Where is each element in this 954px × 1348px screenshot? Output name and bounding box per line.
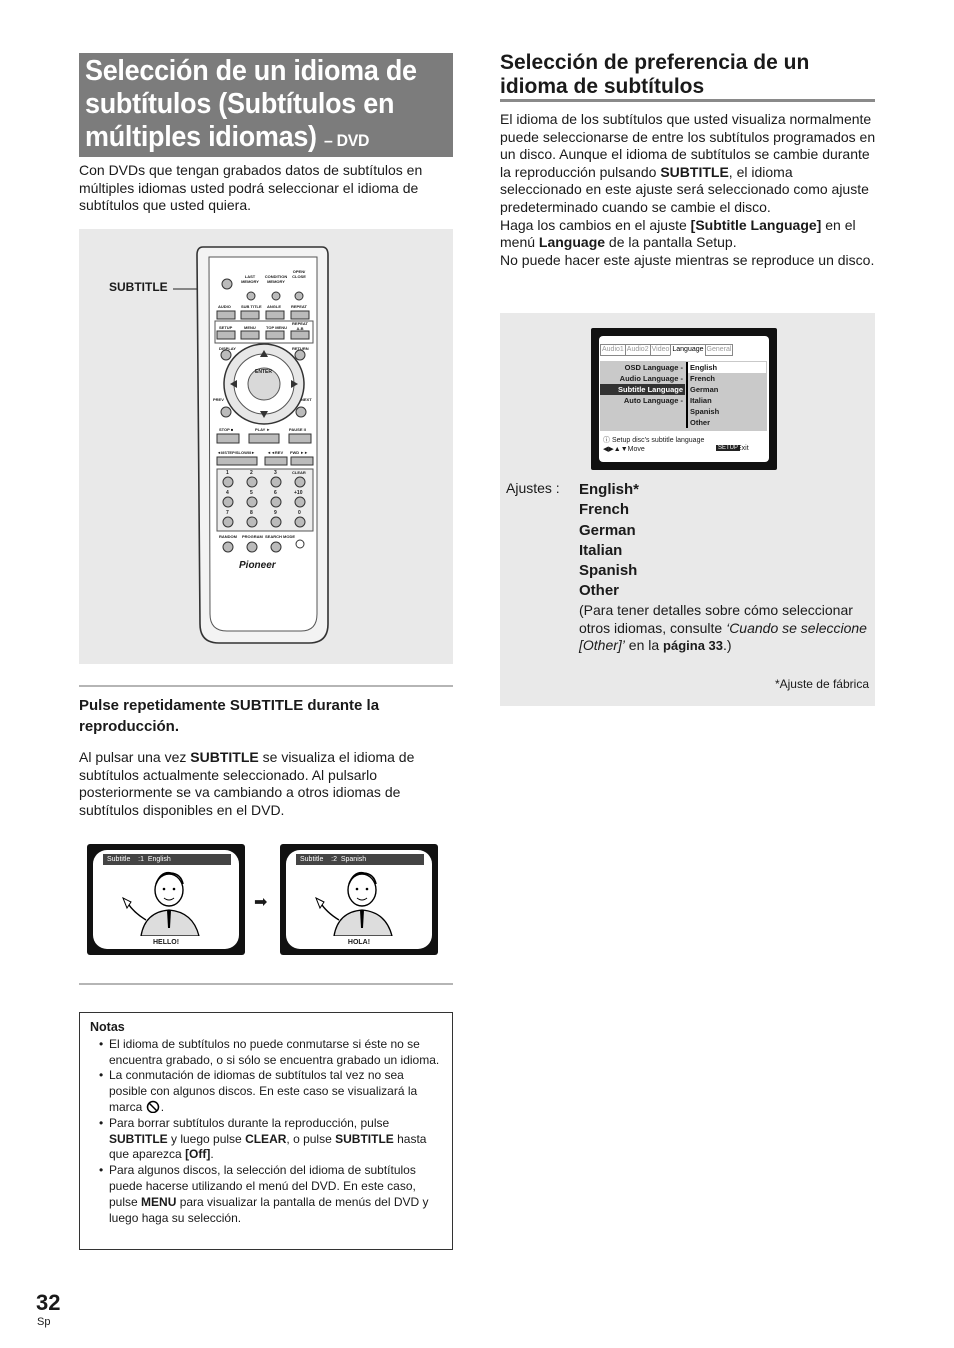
section-title-box (79, 53, 453, 157)
note-2-end: . (160, 1099, 165, 1114)
presenter-figure-icon (121, 868, 211, 936)
option-spanish[interactable]: Spanish (686, 406, 766, 417)
tv-screen-spanish-display (286, 850, 432, 949)
setup-hint-text: Setup disc's subtitle language (611, 437, 705, 444)
tv-caption-hola: HOLA! (347, 939, 371, 946)
tv-screen-english (87, 844, 245, 955)
osd-subtitle-english: Subtitle :1 English (103, 854, 231, 865)
remote-label-repeat: REPEAT (291, 304, 307, 309)
pioneer-logo: Pioneer (239, 560, 276, 571)
remote-key-9: 9 (274, 510, 277, 516)
tv-screen-spanish (280, 844, 438, 955)
setting-spanish: Spanish (579, 562, 638, 580)
move-label: Move (627, 446, 645, 453)
page-number: 32 (36, 1290, 61, 1315)
step-heading: Pulse repetidamente SUBTITLE durante la reproducción. (79, 697, 380, 735)
note-3-subtitle: SUBTITLE (109, 1131, 168, 1146)
setting-german: German (579, 521, 636, 539)
menu-auto-language[interactable]: Auto Language - (623, 396, 683, 405)
right-p1-a: El idioma de los subtítulos que usted visualiza normalmente puede seleccionarse de entre los subtítulos programados en un disco. Aunque el idioma de subtítulos se cambie durante la reproducción pulsando (500, 111, 876, 180)
note-3-a: Para borrar subtítulos durante la reproducción, pulse (109, 1115, 390, 1130)
remote-label-menu: MENU (244, 325, 256, 330)
setting-french: French (579, 501, 630, 519)
tv-caption-hello: HELLO! (152, 939, 180, 946)
remote-key-2: 2 (250, 470, 253, 476)
setting-italian: Italian (579, 541, 623, 559)
menu-subtitle-language[interactable]: Subtitle Language (600, 384, 685, 395)
settings-label: Ajustes : (506, 480, 560, 496)
remote-key-7: 7 (226, 510, 229, 516)
remote-label-top-menu: TOP MENU (266, 325, 287, 330)
right-p2-language: Language (538, 234, 606, 251)
tv-screen-english-display (93, 850, 239, 949)
setup-hint (603, 435, 704, 445)
note-1-text: El idioma de subtítulos no puede conmutarse si éste no se encuentra grabado, o si sólo se encuentra grabado un idioma. (109, 1036, 440, 1067)
remote-key-8: 8 (250, 510, 253, 516)
remote-label-setup: SETUP (219, 325, 233, 330)
settings-list (579, 480, 639, 602)
presenter-figure-icon (314, 868, 404, 936)
intro-paragraph: Con DVDs que tengan grabados datos de subtítulos en múltiples idiomas usted podrá seleccionar el idioma de subtítulos que usted quiera. (79, 162, 423, 214)
info-icon: ⓘ (603, 437, 610, 444)
setup-footer (603, 445, 753, 453)
note-3-clear: CLEAR (245, 1131, 287, 1146)
note-3-subtitle-2: SUBTITLE (335, 1131, 394, 1146)
remote-key-4: 4 (226, 490, 229, 496)
settings-note-page: página 33 (663, 638, 724, 654)
remote-label-display: DISPLAY (219, 346, 236, 351)
remote-label-condition-memory: CONDITION MEMORY (264, 274, 288, 284)
remote-label-stop: STOP ■ (219, 427, 234, 432)
section-title-text: Selección de un idioma de subtítulos (Subtítulos en múltiples idiomas) (85, 55, 417, 153)
remote-label-random: RANDOM (219, 534, 237, 539)
remote-label-step-slow: ◄I/ISTEP/SLOWI/I► (217, 450, 256, 455)
step-text-bold: SUBTITLE (190, 749, 259, 765)
option-other[interactable]: Other (686, 417, 766, 428)
setup-tabs (600, 344, 732, 356)
tab-audio1[interactable]: Audio1 (600, 344, 626, 356)
remote-label-open-close: OPEN/ CLOSE (292, 269, 306, 279)
note-item (99, 1068, 442, 1115)
setup-screen-display (599, 336, 769, 462)
notes-heading: Notas (90, 1020, 125, 1034)
divider-bottom (79, 983, 453, 985)
remote-label-fwd: FWD ►► (290, 450, 309, 455)
remote-label-program: PROGRAM (242, 534, 263, 539)
right-body (500, 111, 876, 269)
right-p1-c: , el idioma seleccionado en este ajuste será seleccionado como ajuste predeterminado cuando se cambie el disco. (500, 163, 869, 215)
remote-key-3: 3 (274, 470, 277, 476)
setup-menu (600, 361, 767, 431)
note-3-off: [Off] (185, 1147, 211, 1162)
section-title-suffix: – DVD (323, 131, 370, 150)
note-item (99, 1163, 442, 1226)
tab-video[interactable]: Video (650, 344, 672, 356)
tab-audio2[interactable]: Audio2 (625, 344, 651, 356)
right-paragraph-3: No puede hacer este ajuste mientras se reproduce un disco. (500, 251, 875, 268)
arrow-right-icon: ➡ (254, 894, 268, 911)
note-3-end: . (210, 1147, 214, 1162)
factory-default-note: *Ajuste de fábrica (774, 677, 869, 691)
notes-box (79, 1012, 453, 1250)
remote-label-next: NEXT (301, 397, 312, 402)
step-paragraph (79, 749, 453, 819)
remote-label-last-memory: LAST MEMORY (241, 274, 259, 284)
option-italian[interactable]: Italian (686, 395, 766, 406)
settings-note (579, 602, 869, 655)
remote-key-1: 1 (226, 470, 229, 476)
remote-label-enter: ENTER (255, 369, 272, 375)
tab-general[interactable]: General (705, 344, 734, 356)
right-paragraph-2 (500, 217, 876, 252)
remote-label-audio: AUDIO (218, 304, 231, 309)
option-german[interactable]: German (686, 384, 766, 395)
remote-label-play: PLAY ► (255, 427, 271, 432)
right-p2-a: Haga los cambios en el ajuste (500, 216, 691, 233)
remote-key-plus10: +10 (294, 490, 303, 496)
note-3-g: hasta que aparezca (109, 1131, 427, 1162)
right-paragraph-1 (500, 111, 876, 217)
note-4-menu: MENU (141, 1194, 177, 1209)
remote-label-prev: PREV (213, 397, 224, 402)
remote-label-pause: PAUSE II (289, 427, 306, 432)
right-p2-setting: [Subtitle Language] (690, 216, 822, 233)
remote-label-repeat-ab: REPEAT A-B (292, 321, 308, 331)
note-4-c: para visualizar la pantalla de menús del DVD y luego haga su selección. (109, 1194, 429, 1225)
option-french[interactable]: French (686, 373, 766, 384)
remote-label-rev: ◄◄REV (267, 450, 284, 455)
setting-english: English* (579, 481, 640, 498)
note-2-text: La conmutación de idiomas de subtítulos tal vez no sea posible con algunos discos. En este caso se visualizará la marca (109, 1068, 418, 1114)
note-item (99, 1037, 442, 1069)
divider-top (79, 685, 453, 687)
menu-osd-language[interactable]: OSD Language - (624, 363, 683, 372)
step-text-a: Al pulsar una vez (79, 749, 191, 765)
remote-label-angle: ANGLE (267, 304, 281, 309)
notes-list (90, 1037, 442, 1227)
option-english[interactable]: English (686, 362, 766, 373)
right-p2-e: de la pantalla Setup. (605, 234, 737, 251)
section-title (85, 55, 457, 157)
subtitle-callout-label: SUBTITLE (109, 280, 168, 294)
settings-note-ref: ‘Cuando se seleccione [Other]’ (579, 619, 867, 654)
remote-illustration-panel (79, 229, 453, 664)
step-text-c: se visualiza el idioma de subtítulos actualmente seleccionado. Al pulsarlo posteriormente se va cambiando a otros idiomas de subtítulos disponibles en el DVD. (79, 749, 415, 818)
menu-audio-language[interactable]: Audio Language - (619, 374, 683, 383)
exit-label: Exit (737, 445, 749, 452)
page-language: Sp (37, 1316, 51, 1328)
setup-screen (591, 328, 777, 470)
right-title-rule (500, 99, 875, 102)
arrow-keys-icon: ◀▶▲▼ (603, 446, 628, 453)
osd-subtitle-spanish: Subtitle :2 Spanish (296, 854, 424, 865)
settings-note-c: en la (624, 637, 664, 654)
no-subtitle-mark-icon (146, 1100, 161, 1113)
settings-note-e: .) (723, 637, 732, 654)
remote-key-5: 5 (250, 490, 253, 496)
settings-note-a: (Para tener detalles sobre cómo seleccionar otros idiomas, consulte (579, 602, 853, 636)
remote-label-subtitle: SUB TITLE (241, 304, 262, 309)
remote-control-drawing (79, 229, 453, 664)
remote-label-search-mode: SEARCH MODE (265, 534, 296, 539)
tab-language[interactable]: Language (670, 344, 705, 356)
setting-other: Other (579, 582, 620, 600)
remote-label-clear: CLEAR (292, 470, 306, 475)
note-item (99, 1116, 442, 1163)
setup-key-badge: SETUP (718, 445, 739, 451)
remote-label-return: RETURN (292, 346, 309, 351)
note-4-a: Para algunos discos, la selección del idioma de subtítulos puede hacerse utilizando el menú del DVD. En este caso, pulse (109, 1163, 416, 1209)
right-p1-subtitle: SUBTITLE (660, 163, 729, 180)
right-section-title: Selección de preferencia de un idioma de subtítulos (500, 51, 810, 98)
remote-key-6: 6 (274, 490, 277, 496)
right-p2-c: en el menú (500, 216, 856, 251)
note-3-c: y luego pulse (167, 1131, 246, 1146)
remote-key-0: 0 (298, 510, 301, 516)
note-3-e: , o pulse (286, 1131, 336, 1146)
setup-panel (500, 313, 875, 706)
